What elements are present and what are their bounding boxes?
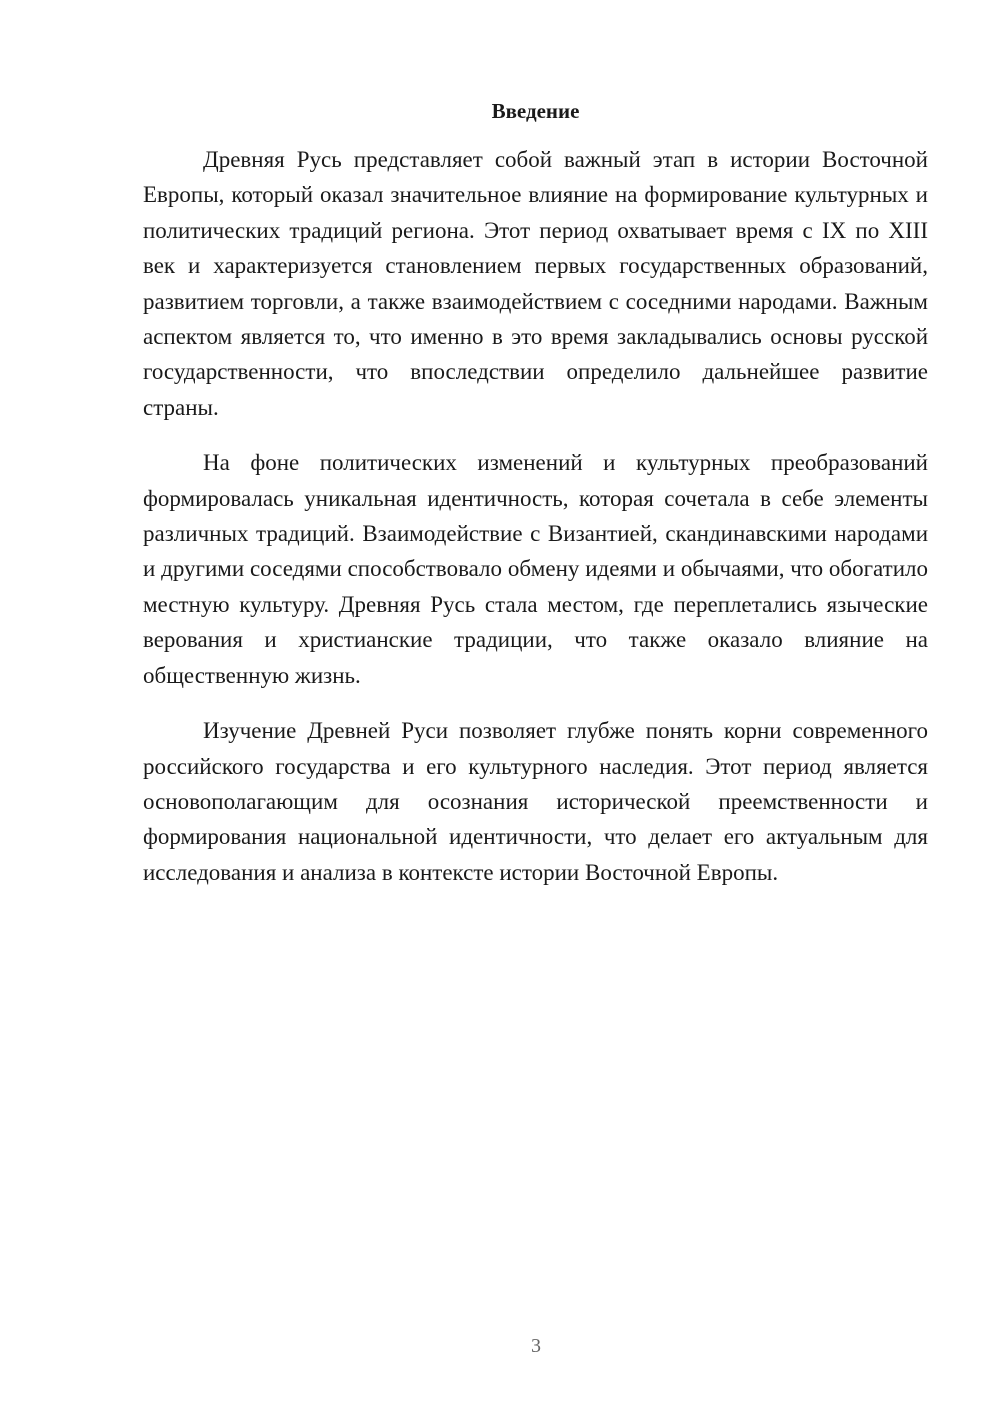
body-text [143, 142, 928, 910]
paragraph-3: Изучение Древней Руси позволяет глубже понять корни современного российского государства и его культурного наследия. Этот период является основополагающим для осознания исторической преемственности и формирования национальной идентичности, что делает его актуальным для исследования и анализа в контексте истории Восточной Европы. [143, 718, 928, 885]
section-heading: Введение [491, 99, 580, 123]
paragraph-1: Древняя Русь представляет собой важный этап в истории Восточной Европы, который оказал значительное влияние на формирование культурных и политических традиций региона. Этот период охватывает время с IX по XIII век и характеризуется становлением первых государственных образований, развитием торговли, а также взаимодействием с соседними народами. Важным аспектом является то, что именно в это время закладывались основы русской государственности, что впоследствии определило дальнейшее развитие страны. [143, 147, 928, 420]
page-number: 3 [531, 1335, 541, 1357]
paragraph-2: На фоне политических изменений и культурных преобразований формировалась уникальная идентичность, которая сочетала в себе элементы различных традиций. Взаимодействие с Византией, скандинавскими народами и другими соседями способствовало обмену идеями и обычаями, что обогатило местную культуру. Древняя Русь стала местом, где переплетались языческие верования и христианские традиции, что также оказало влияние на общественную жизнь. [143, 450, 928, 688]
